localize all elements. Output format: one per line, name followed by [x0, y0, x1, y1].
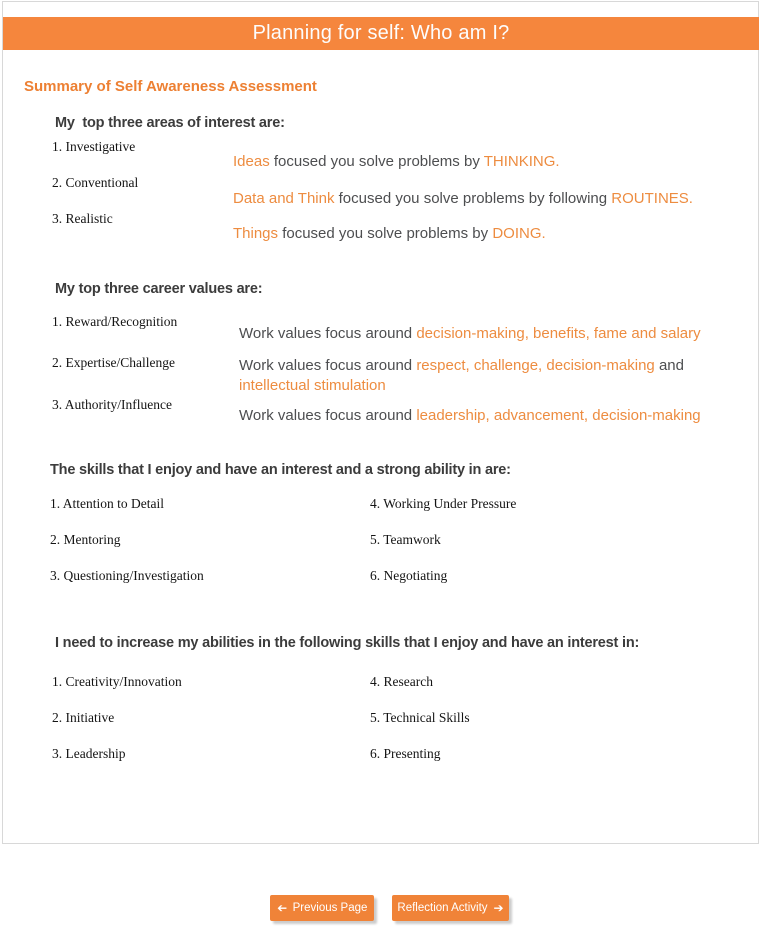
career-values-heading: My top three career values are:	[55, 281, 263, 297]
right-arrow-icon: ➔	[493, 901, 504, 915]
interest-desc-1-text: focused you solve problems by	[269, 153, 484, 170]
value-desc-2	[239, 356, 684, 396]
reflection-activity-label: Reflection Activity	[397, 902, 488, 914]
interest-desc-2-keyword: ROUTINES.	[611, 190, 693, 207]
skill-increase-3: 3. Leadership	[52, 746, 126, 761]
skill-strong-1: 1. Attention to Detail	[50, 496, 164, 511]
summary-heading: Summary of Self Awareness Assessment	[24, 78, 317, 95]
interest-desc-1	[233, 152, 560, 172]
value-item-2: 2. Expertise/Challenge	[52, 355, 175, 370]
interest-desc-1-highlight: Ideas	[233, 153, 270, 170]
interest-item-1: 1. Investigative	[52, 139, 136, 154]
interest-desc-3-keyword: DOING.	[492, 225, 546, 242]
previous-page-button[interactable]	[270, 895, 374, 921]
value-desc-3	[239, 406, 701, 426]
reflection-activity-button[interactable]	[392, 895, 509, 921]
interest-desc-3-highlight: Things	[233, 225, 279, 242]
value-desc-3-highlight: leadership, advancement, decision-making	[416, 407, 701, 424]
skill-increase-5: 5. Technical Skills	[370, 710, 470, 725]
skill-increase-1: 1. Creativity/Innovation	[52, 674, 182, 689]
value-desc-1	[239, 324, 701, 344]
value-desc-2-highlight: respect, challenge, decision-making	[416, 357, 655, 374]
value-desc-3-text: Work values focus around	[239, 407, 417, 424]
skill-strong-4: 4. Working Under Pressure	[370, 496, 517, 511]
page-title: Planning for self: Who am I?	[252, 22, 510, 44]
previous-page-label: Previous Page	[292, 902, 368, 914]
skill-increase-4: 4. Research	[370, 674, 433, 689]
skill-strong-2: 2. Mentoring	[50, 532, 121, 547]
value-item-3: 3. Authority/Influence	[52, 397, 172, 412]
skills-increase-heading: I need to increase my abilities in the following skills that I enjoy and have an interest in:	[55, 635, 640, 651]
interest-desc-2	[233, 189, 693, 209]
value-desc-1-highlight: decision-making, benefits, fame and salary	[416, 325, 701, 342]
interests-heading: My top three areas of interest are:	[55, 115, 285, 131]
interest-desc-2-text: focused you solve problems by following	[334, 190, 612, 207]
skill-increase-6: 6. Presenting	[370, 746, 441, 761]
value-desc-2-highlight-2: intellectual stimulation	[239, 377, 386, 394]
value-desc-2-conjunction: and	[654, 357, 684, 374]
skills-strong-heading: The skills that I enjoy and have an interest and a strong ability in are:	[50, 462, 511, 478]
value-item-1: 1. Reward/Recognition	[52, 314, 178, 329]
interest-desc-1-keyword: THINKING.	[483, 153, 560, 170]
value-desc-2-text: Work values focus around	[239, 357, 417, 374]
skill-increase-2: 2. Initiative	[52, 710, 115, 725]
interest-item-2: 2. Conventional	[52, 175, 139, 190]
interest-desc-3-text: focused you solve problems by	[278, 225, 493, 242]
skill-strong-6: 6. Negotiating	[370, 568, 448, 583]
interest-desc-2-highlight: Data and Think	[233, 190, 335, 207]
skill-strong-5: 5. Teamwork	[370, 532, 441, 547]
value-desc-1-text: Work values focus around	[239, 325, 417, 342]
page-title-banner	[3, 17, 759, 50]
left-arrow-icon: ➔	[276, 901, 287, 915]
interest-item-3: 3. Realistic	[52, 211, 113, 226]
skill-strong-3: 3. Questioning/Investigation	[50, 568, 204, 583]
interest-desc-3	[233, 224, 546, 244]
